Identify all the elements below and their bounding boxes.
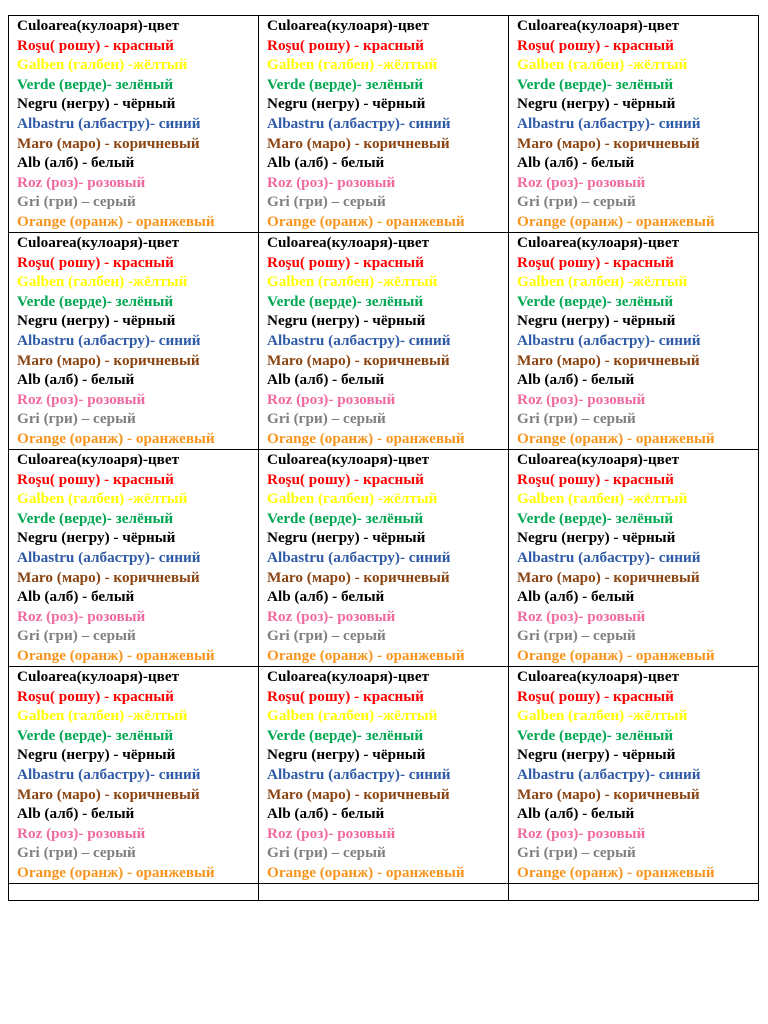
card-line-verde-green: Verde (верде)- зелёный <box>267 726 424 744</box>
card-line-orange-orange: Orange (оранж) - оранжевый <box>517 212 715 230</box>
card-heading-culoarea: Culoarea(кулоаря)-цвет <box>17 17 180 34</box>
card-line-galben-yellow: Galben (галбен) -жёлтый <box>267 490 438 508</box>
card-line-maro-brown: Maro (маро) - коричневый <box>517 568 700 586</box>
card-line-albastru-blue: Albastru (албастру)- синий <box>17 765 201 783</box>
card-line-verde-green: Verde (верде)- зелёный <box>517 726 674 744</box>
card-line-maro-brown: Maro (маро) - коричневый <box>267 785 450 803</box>
card-line-rosu-red: Roşu( рошу) - красный <box>267 687 424 705</box>
card-line-maro-brown: Maro (маро) - коричневый <box>17 785 200 803</box>
card-line-maro-brown: Maro (маро) - коричневый <box>517 134 700 152</box>
vocabulary-card <box>259 667 509 884</box>
card-line-orange-orange: Orange (оранж) - оранжевый <box>267 863 465 881</box>
card-line-rosu-red: Roşu( рошу) - красный <box>517 36 674 54</box>
card-heading-culoarea: Culoarea(кулоаря)-цвет <box>267 234 430 251</box>
vocabulary-card <box>9 450 259 667</box>
vocabulary-card <box>9 667 259 884</box>
card-line-orange-orange: Orange (оранж) - оранжевый <box>17 646 215 664</box>
card-line-maro-brown: Maro (маро) - коричневый <box>17 134 200 152</box>
vocabulary-card <box>9 16 259 233</box>
card-line-negru-black: Negru (негру) - чёрный <box>267 529 426 547</box>
card-line-negru-black: Negru (негру) - чёрный <box>17 95 176 113</box>
card-line-negru-black: Negru (негру) - чёрный <box>267 746 426 764</box>
card-line-galben-yellow: Galben (галбен) -жёлтый <box>267 273 438 291</box>
card-line-roz-pink: Roz (роз)- розовый <box>267 390 396 408</box>
card-line-maro-brown: Maro (маро) - коричневый <box>517 351 700 369</box>
vocabulary-card <box>259 16 509 233</box>
card-line-negru-black: Negru (негру) - чёрный <box>517 95 676 113</box>
card-line-orange-orange: Orange (оранж) - оранжевый <box>517 646 715 664</box>
card-line-gri-gray: Gri (гри) – серый <box>267 193 386 211</box>
card-line-alb-white: Alb (алб) - белый <box>17 805 135 823</box>
card-line-rosu-red: Roşu( рошу) - красный <box>17 687 174 705</box>
vocabulary-card <box>509 667 759 884</box>
card-heading-culoarea: Culoarea(кулоаря)-цвет <box>517 17 680 34</box>
card-line-albastru-blue: Albastru (албастру)- синий <box>267 331 451 349</box>
card-line-maro-brown: Maro (маро) - коричневый <box>267 351 450 369</box>
card-line-galben-yellow: Galben (галбен) -жёлтый <box>17 707 188 725</box>
card-line-negru-black: Negru (негру) - чёрный <box>267 312 426 330</box>
card-line-rosu-red: Roşu( рошу) - красный <box>517 253 674 271</box>
card-line-alb-white: Alb (алб) - белый <box>267 154 385 172</box>
card-line-verde-green: Verde (верде)- зелёный <box>17 509 174 527</box>
card-line-verde-green: Verde (верде)- зелёный <box>267 292 424 310</box>
card-line-gri-gray: Gri (гри) – серый <box>517 627 636 645</box>
card-line-verde-green: Verde (верде)- зелёный <box>267 75 424 93</box>
card-line-roz-pink: Roz (роз)- розовый <box>17 607 146 625</box>
card-line-orange-orange: Orange (оранж) - оранжевый <box>17 212 215 230</box>
card-heading-culoarea: Culoarea(кулоаря)-цвет <box>517 668 680 685</box>
card-line-verde-green: Verde (верде)- зелёный <box>517 509 674 527</box>
card-line-alb-white: Alb (алб) - белый <box>517 805 635 823</box>
vocabulary-card <box>9 233 259 450</box>
card-line-rosu-red: Roşu( рошу) - красный <box>267 253 424 271</box>
card-line-albastru-blue: Albastru (албастру)- синий <box>517 331 701 349</box>
card-line-galben-yellow: Galben (галбен) -жёлтый <box>267 56 438 74</box>
card-line-roz-pink: Roz (роз)- розовый <box>517 173 646 191</box>
card-line-gri-gray: Gri (гри) – серый <box>17 193 136 211</box>
card-row <box>9 233 759 450</box>
card-line-alb-white: Alb (алб) - белый <box>267 588 385 606</box>
card-line-verde-green: Verde (верде)- зелёный <box>267 509 424 527</box>
card-line-maro-brown: Maro (маро) - коричневый <box>267 568 450 586</box>
card-line-orange-orange: Orange (оранж) - оранжевый <box>267 646 465 664</box>
card-line-albastru-blue: Albastru (албастру)- синий <box>17 331 201 349</box>
card-line-verde-green: Verde (верде)- зелёный <box>517 75 674 93</box>
card-line-negru-black: Negru (негру) - чёрный <box>517 746 676 764</box>
card-line-maro-brown: Maro (маро) - коричневый <box>517 785 700 803</box>
card-line-albastru-blue: Albastru (албастру)- синий <box>517 548 701 566</box>
card-row <box>9 450 759 667</box>
card-line-albastru-blue: Albastru (албастру)- синий <box>267 548 451 566</box>
card-row <box>9 667 759 884</box>
card-line-albastru-blue: Albastru (албастру)- синий <box>517 114 701 132</box>
card-line-negru-black: Negru (негру) - чёрный <box>17 746 176 764</box>
card-line-roz-pink: Roz (роз)- розовый <box>517 824 646 842</box>
empty-row <box>9 884 759 901</box>
card-line-albastru-blue: Albastru (албастру)- синий <box>17 548 201 566</box>
card-line-roz-pink: Roz (роз)- розовый <box>17 173 146 191</box>
card-line-gri-gray: Gri (гри) – серый <box>17 844 136 862</box>
card-line-rosu-red: Roşu( рошу) - красный <box>267 470 424 488</box>
card-line-albastru-blue: Albastru (албастру)- синий <box>267 765 451 783</box>
card-line-alb-white: Alb (алб) - белый <box>17 588 135 606</box>
card-line-albastru-blue: Albastru (албастру)- синий <box>517 765 701 783</box>
card-line-orange-orange: Orange (оранж) - оранжевый <box>517 429 715 447</box>
vocabulary-card <box>509 16 759 233</box>
card-line-rosu-red: Roşu( рошу) - красный <box>17 470 174 488</box>
card-line-galben-yellow: Galben (галбен) -жёлтый <box>267 707 438 725</box>
card-line-orange-orange: Orange (оранж) - оранжевый <box>17 429 215 447</box>
card-line-negru-black: Negru (негру) - чёрный <box>17 312 176 330</box>
card-line-roz-pink: Roz (роз)- розовый <box>17 390 146 408</box>
card-heading-culoarea: Culoarea(кулоаря)-цвет <box>517 234 680 251</box>
card-line-negru-black: Negru (негру) - чёрный <box>517 312 676 330</box>
card-line-rosu-red: Roşu( рошу) - красный <box>517 470 674 488</box>
card-heading-culoarea: Culoarea(кулоаря)-цвет <box>17 234 180 251</box>
card-line-gri-gray: Gri (гри) – серый <box>267 844 386 862</box>
card-line-alb-white: Alb (алб) - белый <box>17 371 135 389</box>
card-line-maro-brown: Maro (маро) - коричневый <box>267 134 450 152</box>
card-line-galben-yellow: Galben (галбен) -жёлтый <box>17 56 188 74</box>
card-line-verde-green: Verde (верде)- зелёный <box>17 726 174 744</box>
card-line-negru-black: Negru (негру) - чёрный <box>267 95 426 113</box>
card-heading-culoarea: Culoarea(кулоаря)-цвет <box>267 668 430 685</box>
empty-cell <box>509 884 759 901</box>
card-line-galben-yellow: Galben (галбен) -жёлтый <box>517 707 688 725</box>
card-line-negru-black: Negru (негру) - чёрный <box>17 529 176 547</box>
card-line-gri-gray: Gri (гри) – серый <box>517 193 636 211</box>
card-line-gri-gray: Gri (гри) – серый <box>517 410 636 428</box>
card-line-albastru-blue: Albastru (албастру)- синий <box>17 114 201 132</box>
card-line-alb-white: Alb (алб) - белый <box>517 371 635 389</box>
card-line-negru-black: Negru (негру) - чёрный <box>517 529 676 547</box>
card-line-rosu-red: Roşu( рошу) - красный <box>517 687 674 705</box>
card-line-galben-yellow: Galben (галбен) -жёлтый <box>17 273 188 291</box>
card-line-gri-gray: Gri (гри) – серый <box>267 627 386 645</box>
vocabulary-card <box>509 450 759 667</box>
card-line-alb-white: Alb (алб) - белый <box>517 154 635 172</box>
card-line-verde-green: Verde (верде)- зелёный <box>17 292 174 310</box>
vocabulary-card <box>509 233 759 450</box>
card-line-galben-yellow: Galben (галбен) -жёлтый <box>517 273 688 291</box>
card-row <box>9 16 759 233</box>
card-line-orange-orange: Orange (оранж) - оранжевый <box>517 863 715 881</box>
card-line-roz-pink: Roz (роз)- розовый <box>267 173 396 191</box>
card-line-roz-pink: Roz (роз)- розовый <box>17 824 146 842</box>
card-line-alb-white: Alb (алб) - белый <box>17 154 135 172</box>
card-line-rosu-red: Roşu( рошу) - красный <box>17 253 174 271</box>
card-line-roz-pink: Roz (роз)- розовый <box>517 390 646 408</box>
card-line-gri-gray: Gri (гри) – серый <box>267 410 386 428</box>
card-line-verde-green: Verde (верде)- зелёный <box>17 75 174 93</box>
card-line-maro-brown: Maro (маро) - коричневый <box>17 351 200 369</box>
card-line-alb-white: Alb (алб) - белый <box>267 371 385 389</box>
empty-cell <box>9 884 259 901</box>
card-line-roz-pink: Roz (роз)- розовый <box>267 824 396 842</box>
empty-cell <box>259 884 509 901</box>
card-heading-culoarea: Culoarea(кулоаря)-цвет <box>267 17 430 34</box>
card-line-orange-orange: Orange (оранж) - оранжевый <box>267 212 465 230</box>
card-heading-culoarea: Culoarea(кулоаря)-цвет <box>517 451 680 468</box>
card-line-roz-pink: Roz (роз)- розовый <box>517 607 646 625</box>
card-line-gri-gray: Gri (гри) – серый <box>17 410 136 428</box>
card-line-orange-orange: Orange (оранж) - оранжевый <box>17 863 215 881</box>
card-line-gri-gray: Gri (гри) – серый <box>517 844 636 862</box>
card-line-albastru-blue: Albastru (албастру)- синий <box>267 114 451 132</box>
card-line-maro-brown: Maro (маро) - коричневый <box>17 568 200 586</box>
color-vocabulary-table <box>8 15 759 901</box>
card-line-alb-white: Alb (алб) - белый <box>517 588 635 606</box>
card-heading-culoarea: Culoarea(кулоаря)-цвет <box>17 451 180 468</box>
vocabulary-card <box>259 450 509 667</box>
vocabulary-card <box>259 233 509 450</box>
card-line-rosu-red: Roşu( рошу) - красный <box>267 36 424 54</box>
card-heading-culoarea: Culoarea(кулоаря)-цвет <box>17 668 180 685</box>
card-line-rosu-red: Roşu( рошу) - красный <box>17 36 174 54</box>
card-line-galben-yellow: Galben (галбен) -жёлтый <box>517 490 688 508</box>
card-line-gri-gray: Gri (гри) – серый <box>17 627 136 645</box>
card-line-roz-pink: Roz (роз)- розовый <box>267 607 396 625</box>
card-heading-culoarea: Culoarea(кулоаря)-цвет <box>267 451 430 468</box>
card-line-verde-green: Verde (верде)- зелёный <box>517 292 674 310</box>
card-line-galben-yellow: Galben (галбен) -жёлтый <box>517 56 688 74</box>
card-line-alb-white: Alb (алб) - белый <box>267 805 385 823</box>
card-line-galben-yellow: Galben (галбен) -жёлтый <box>17 490 188 508</box>
card-line-orange-orange: Orange (оранж) - оранжевый <box>267 429 465 447</box>
